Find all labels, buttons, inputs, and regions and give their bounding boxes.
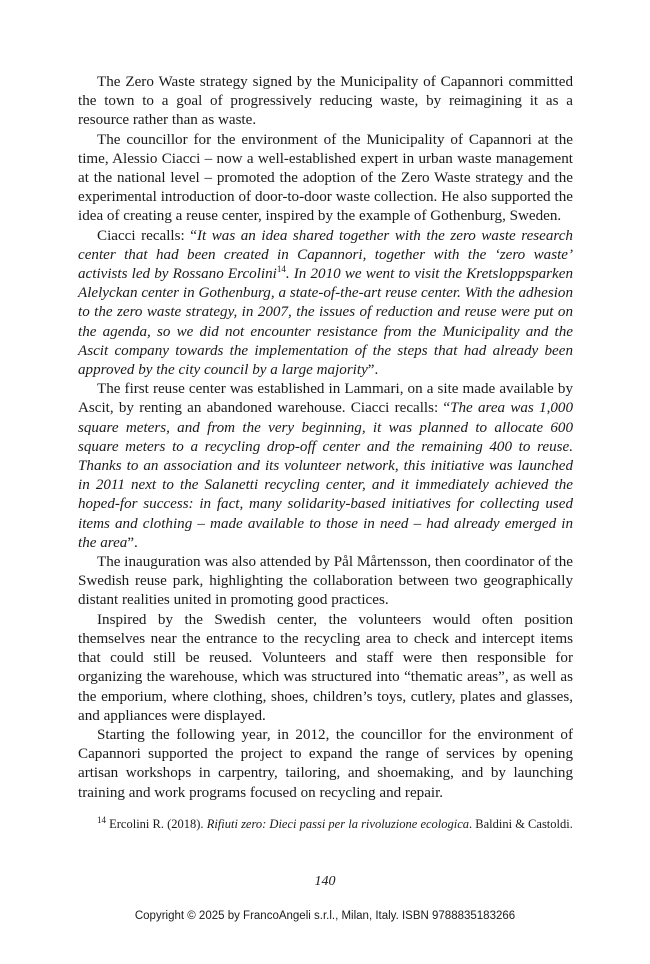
footnote-reference[interactable]: 14 <box>276 264 286 274</box>
footnote-author: Ercolini R. (2018). <box>106 817 207 831</box>
paragraph-inauguration: The inauguration was also attended by Pål Mårtensson, then coordinator of the Swedish reuse park, highlighting the collaboration between two geographically distant realities united in promoting good practices. <box>78 554 573 609</box>
footnote-publisher: . Baldini & Castoldi. <box>469 817 573 831</box>
paragraph-councillor: The councillor for the environment of the Municipality of Capannori at the time, Alessio Ciacci – now a well-established expert in urban waste management at the national level – promoted the adoption of the Zero Waste strategy and the experimental introduction of door-to-door waste collection. He also supported the idea of creating a reuse center, inspired by the example of Gothenburg, Sweden. <box>78 131 573 225</box>
paragraph-first-reuse-center <box>78 380 573 553</box>
paragraph-ciacci-recalls-1 <box>78 227 573 381</box>
paragraph-volunteers: Inspired by the Swedish center, the volunteers would often position themselves near the entrance to the recycling area to check and intercept items that could still be reused. Volunteers and staff were then responsible for organizing the warehouse, which was structured into “thematic areas”, as well as the emporium, where clothing, shoes, children’s toys, cutlery, plates and glasses, and appliances were displayed. <box>78 611 573 724</box>
quote-text: . In 2010 we went to visit the Kretsloppsparken Alelyckan center in Gothenburg, a state-of-the-art reuse center. With the adhesion to the zero waste strategy, in 2007, the issues of reduction and reuse were put on the agenda, so we did not encounter resistance from the Municipality and the Ascit company towards the implementation of the steps that had already been approved by the city council by a large majority <box>78 266 573 379</box>
quote-close: ”. <box>127 534 138 551</box>
paragraph-2012-expansion: Starting the following year, in 2012, the councillor for the environment of Capannori supported the project to expand the range of services by opening artisan workshops in carpentry, tailoring, and shoemaking, and by launching training and work programs focused on recycling and repair. <box>78 726 573 801</box>
footnote-number: 14 <box>97 814 106 825</box>
paragraph-lead: Ciacci recalls: “ <box>97 227 197 244</box>
quote-close: ”. <box>367 362 379 379</box>
quote-text: It was an idea shared together with the zero waste research center that had been created in Capannori, together with the ‘zero waste’ activists led by Rossano Ercolini <box>78 227 573 283</box>
page-number: 140 <box>314 874 336 889</box>
paragraph-lead: The first reuse center was established in Lammari, on a site made available by Ascit, by renting an abandoned warehouse. Ciacci recalls: “ <box>78 381 573 417</box>
footnote <box>78 816 573 833</box>
paragraph-zero-waste-strategy: The Zero Waste strategy signed by the Municipality of Capannori committed the town to a goal of progressively reducing waste, by reimagining it as a resource rather than as waste. <box>78 74 573 129</box>
footnote-title: Rifiuti zero: Dieci passi per la rivoluzione ecologica <box>206 817 470 831</box>
main-text <box>78 73 573 803</box>
copyright-line: Copyright © 2025 by FrancoAngeli s.r.l., Milan, Italy. ISBN 9788835183266 <box>134 910 516 922</box>
quote-text: The area was 1,000 square meters, and from the very beginning, it was planned to allocate 600 square meters to a recycling drop-off center and the remaining 400 to reuse. Thanks to an association and its volunteer network, this initiative was launched in 2011 next to the Salanetti recycling center, and it immediately achieved the hoped-for success: in fact, many solidarity-based initiatives for collecting used items and clothing – made available to those in need – had already emerged in the area <box>78 400 573 551</box>
